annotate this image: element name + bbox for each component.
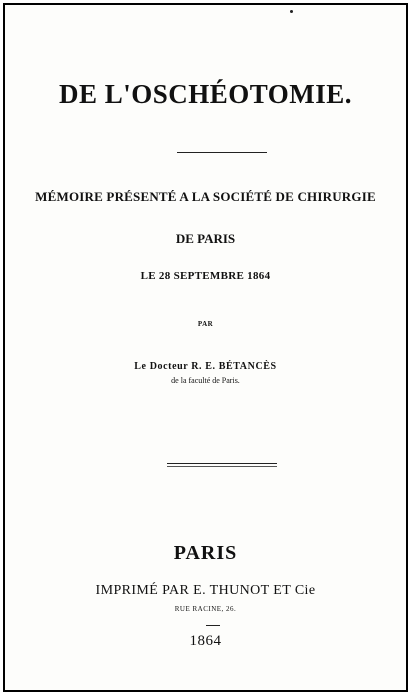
title-page [3,3,408,692]
printer-address: RUE RACINE, 26. [174,605,237,613]
publication-city: PARIS [173,542,238,564]
author-name: Le Docteur R. E. BÉTANCÈS [134,361,277,372]
subtitle-line-2: DE PARIS [175,231,236,246]
par-label: PAR [197,320,214,328]
ornamental-divider [167,463,277,467]
publication-year: 1864 [189,633,222,649]
ink-speck [290,10,293,13]
year-divider [206,625,220,626]
printer-line: IMPRIMÉ PAR E. THUNOT ET Cie [95,583,316,598]
subtitle-line-1: MÉMOIRE PRÉSENTÉ A LA SOCIÉTÉ DE CHIRURGIE [35,189,376,204]
title-divider [177,152,267,153]
author-affiliation: de la faculté de Paris. [171,376,240,385]
presentation-date: LE 28 SEPTEMBRE 1864 [140,270,271,282]
book-title: DE L'OSCHÉOTOMIE. [58,79,353,109]
